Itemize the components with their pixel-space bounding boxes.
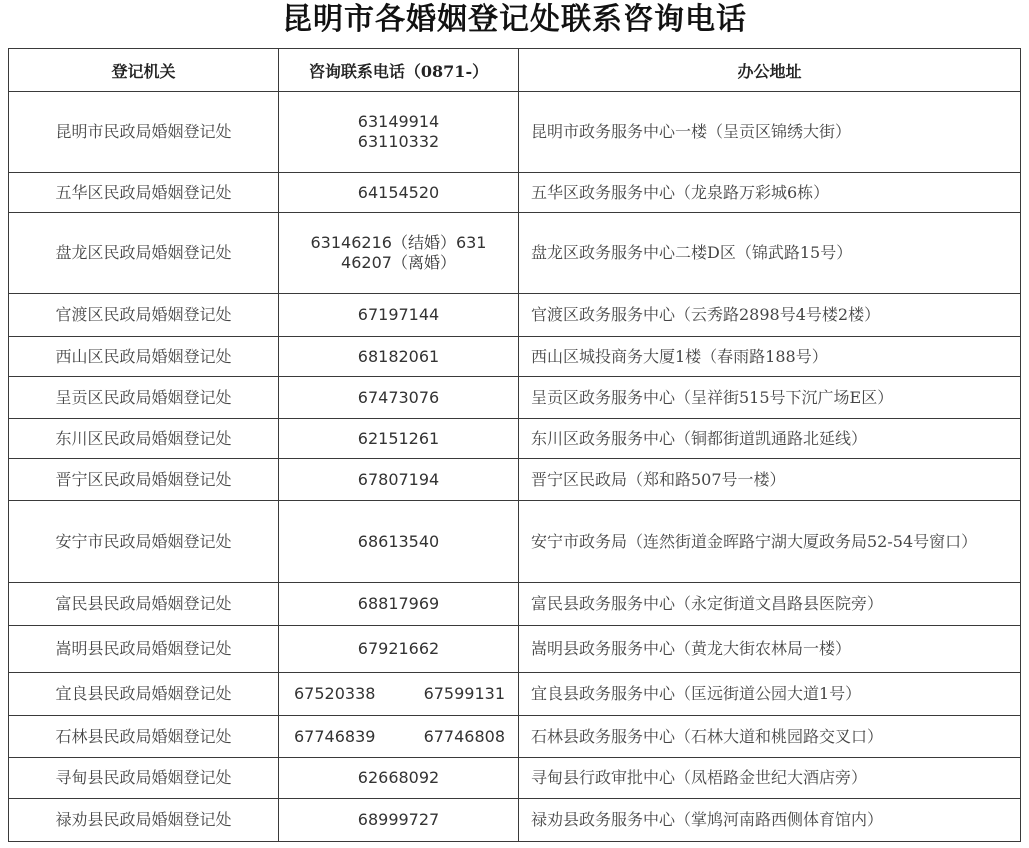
address-cell: 西山区城投商务大厦1楼（春雨路188号）: [519, 337, 1021, 377]
phone-number: 67746839: [294, 726, 376, 746]
table-row: [9, 758, 1021, 799]
phone-number: 67599131: [423, 684, 505, 703]
table-row: [9, 213, 1021, 294]
agency-cell: 寻甸县民政局婚姻登记处: [9, 758, 279, 799]
address-cell: 寻甸县行政审批中心（凤梧路金世纪大酒店旁）: [519, 758, 1021, 799]
phone-cell: [279, 716, 519, 758]
phone-number: 68182061: [357, 346, 440, 366]
page-title: 昆明市各婚姻登记处联系咨询电话: [282, 2, 747, 37]
phone-cell: [279, 419, 519, 459]
phone-number: 67520338: [294, 684, 376, 703]
phone-number: 64154520: [357, 182, 440, 202]
table-row: [9, 419, 1021, 459]
table-row: [9, 716, 1021, 758]
agency-cell: 西山区民政局婚姻登记处: [9, 337, 279, 377]
phone-number: 67807194: [357, 469, 440, 489]
address-cell: 宜良县政务服务中心（匡远街道公园大道1号）: [519, 673, 1021, 716]
phone-cell: [279, 583, 519, 626]
table-row: [9, 337, 1021, 377]
address-cell: 东川区政务服务中心（铜都街道凯通路北延线）: [519, 419, 1021, 459]
phone-number: 46207（离婚）: [341, 253, 456, 272]
agency-cell: 东川区民政局婚姻登记处: [9, 419, 279, 459]
address-cell: 昆明市政务服务中心一楼（呈贡区锦绣大街）: [519, 92, 1021, 173]
header-phone: 咨询联系电话（0871-）: [279, 49, 519, 92]
table-row: [9, 377, 1021, 419]
phone-number: 67473076: [357, 387, 440, 407]
table-row: [9, 92, 1021, 173]
address-cell: 呈贡区政务服务中心（呈祥街515号下沉广场E区）: [519, 377, 1021, 419]
agency-cell: 安宁市民政局婚姻登记处: [9, 501, 279, 583]
phone-pair: [280, 727, 517, 747]
phone-cell: [279, 377, 519, 419]
address-cell: 安宁市政务局（连然街道金晖路宁湖大厦政务局52-54号窗口）: [519, 501, 1021, 583]
phone-number: 68999727: [357, 810, 440, 829]
table-row: [9, 501, 1021, 583]
header-agency: 登记机关: [9, 49, 279, 92]
table-row: [9, 626, 1021, 673]
contact-table: [8, 48, 1021, 842]
address-cell: 官渡区政务服务中心（云秀路2898号4号楼2楼）: [519, 294, 1021, 337]
agency-cell: 五华区民政局婚姻登记处: [9, 173, 279, 213]
address-cell: 石林县政务服务中心（石林大道和桃园路交叉口）: [519, 716, 1021, 758]
phone-number: 63149914: [357, 112, 440, 131]
table-header-row: [9, 49, 1021, 92]
phone-number: 67746808: [423, 726, 505, 746]
phone-cell: [279, 626, 519, 673]
phone-cell: [279, 758, 519, 799]
table-row: [9, 799, 1021, 842]
phone-number: 62151261: [357, 428, 440, 448]
address-cell: 五华区政务服务中心（龙泉路万彩城6栋）: [519, 173, 1021, 213]
address-cell: 富民县政务服务中心（永定街道文昌路县医院旁）: [519, 583, 1021, 626]
phone-number: 62668092: [357, 768, 440, 787]
phone-number: 67197144: [357, 305, 440, 324]
phone-number: 63146216（结婚）631: [310, 233, 487, 252]
phone-cell: [279, 173, 519, 213]
agency-cell: 盘龙区民政局婚姻登记处: [9, 213, 279, 294]
agency-cell: 昆明市民政局婚姻登记处: [9, 92, 279, 173]
phone-cell: [279, 501, 519, 583]
phone-cell: [279, 213, 519, 294]
phone-cell: [279, 799, 519, 842]
address-cell: 盘龙区政务服务中心二楼D区（锦武路15号）: [519, 213, 1021, 294]
phone-cell: [279, 673, 519, 716]
phone-number: 63110332: [357, 132, 440, 151]
phone-cell: [279, 92, 519, 173]
phone-cell: [279, 294, 519, 337]
agency-cell: 呈贡区民政局婚姻登记处: [9, 377, 279, 419]
phone-number: 68613540: [357, 531, 440, 551]
agency-cell: 石林县民政局婚姻登记处: [9, 716, 279, 758]
address-cell: 晋宁区民政局（郑和路507号一楼）: [519, 459, 1021, 501]
phone-pair: [280, 684, 517, 704]
table-row: [9, 673, 1021, 716]
phone-number: 68817969: [357, 594, 440, 613]
table-row: [9, 583, 1021, 626]
address-cell: 禄劝县政务服务中心（掌鸠河南路西侧体育馆内）: [519, 799, 1021, 842]
phone-cell: [279, 459, 519, 501]
table-row: [9, 294, 1021, 337]
phone-cell: [279, 337, 519, 377]
agency-cell: 富民县民政局婚姻登记处: [9, 583, 279, 626]
header-address: 办公地址: [519, 49, 1021, 92]
agency-cell: 宜良县民政局婚姻登记处: [9, 673, 279, 716]
agency-cell: 嵩明县民政局婚姻登记处: [9, 626, 279, 673]
agency-cell: 禄劝县民政局婚姻登记处: [9, 799, 279, 842]
phone-number: 67921662: [357, 639, 440, 658]
agency-cell: 晋宁区民政局婚姻登记处: [9, 459, 279, 501]
address-cell: 嵩明县政务服务中心（黄龙大街农林局一楼）: [519, 626, 1021, 673]
table-row: [9, 173, 1021, 213]
table-row: [9, 459, 1021, 501]
agency-cell: 官渡区民政局婚姻登记处: [9, 294, 279, 337]
